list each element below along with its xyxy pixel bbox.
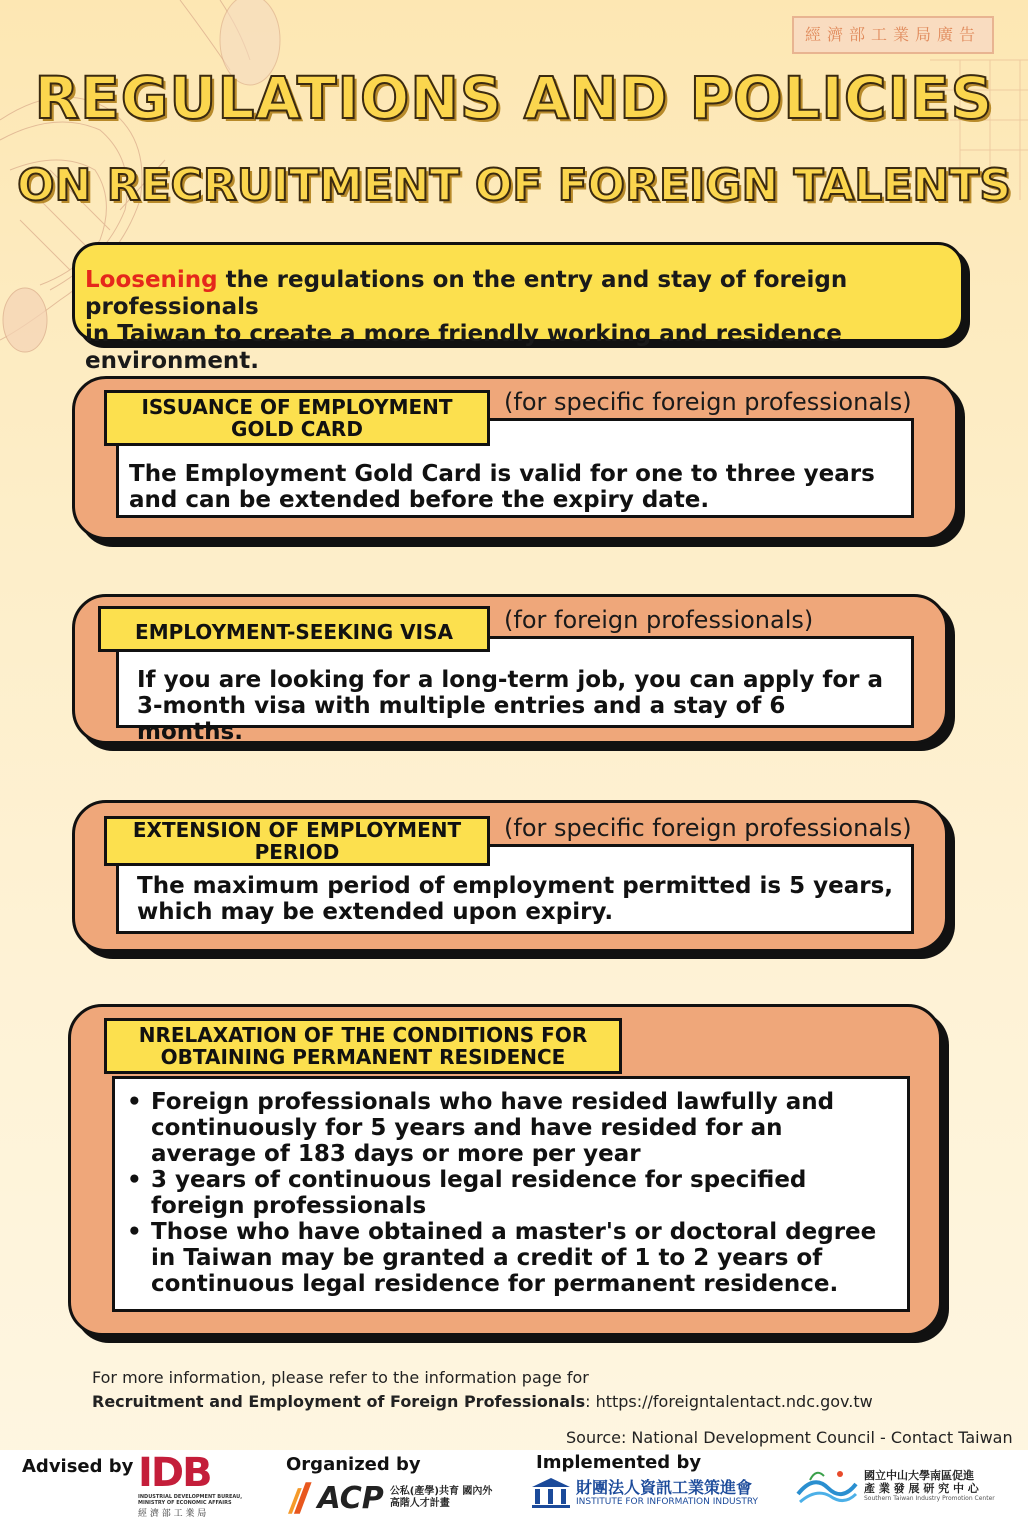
section-tag-permanent-residence: NRELAXATION OF THE CONDITIONS FOR OBTAINING PERMANENT RESIDENCE <box>104 1018 622 1074</box>
list-item: • Foreign professionals who have resided lawfully and continuously for 5 years and have resided for an average of 183 days or more per year <box>119 1089 895 1167</box>
iii-name-zh: 財團法人資訊工業策進會 <box>576 1478 753 1497</box>
acp-logo <box>288 1478 498 1518</box>
stipc-name-zh1: 國立中山大學南區促進 <box>864 1469 974 1482</box>
section-note-seeking-visa: (for foreign professionals) <box>504 606 814 634</box>
footer-source: Source: National Development Council - Contact Taiwan <box>566 1428 1013 1447</box>
stipc-wave-icon <box>796 1464 858 1508</box>
page-title-line1: REGULATIONS AND POLICIES <box>34 64 994 132</box>
intro-text-line1: the regulations on the entry and stay of foreign professionals <box>85 267 848 320</box>
advertisement-badge: 經濟部工業局廣告 <box>792 16 994 54</box>
iii-name-en: INSTITUTE FOR INFORMATION INDUSTRY <box>576 1497 758 1507</box>
section-tag-gold-card: ISSUANCE OF EMPLOYMENT GOLD CARD <box>104 390 490 446</box>
extension-text: The maximum period of employment permitted is 5 years, which may be extended upon expiry. <box>137 873 894 925</box>
stipc-logo <box>796 1462 996 1510</box>
seeking-visa-text: If you are looking for a long-term job, you can apply for a 3-month visa with multiple entries and a stay of 6 months. <box>137 667 884 745</box>
acp-logo-caption: 公私(產學)共育 國內外高階人才計畫 <box>389 1486 493 1509</box>
idb-logo-caption-en: INDUSTRIAL DEVELOPMENT BUREAU, MINISTRY OF ECONOMIC AFFAIRS <box>138 1494 243 1506</box>
section-note-gold-card: (for specific foreign professionals) <box>504 388 912 416</box>
idb-logo-caption-zh: 經 濟 部 工 業 局 <box>138 1509 207 1519</box>
footer-info-line1: For more information, please refer to the information page for <box>92 1368 589 1387</box>
list-item: • 3 years of continuous legal residence for specified foreign professionals <box>119 1167 895 1219</box>
idb-logo-mark: IDB <box>138 1450 211 1496</box>
intro-banner <box>72 242 964 374</box>
intro-highlight: Loosening <box>85 267 218 293</box>
acp-slash-icon <box>288 1482 318 1514</box>
section-tag-extension: EXTENSION OF EMPLOYMENT PERIOD <box>104 816 490 866</box>
acp-logo-mark: ACP <box>317 1480 384 1516</box>
advised-by-label: Advised by <box>22 1456 134 1477</box>
permanent-residence-list <box>119 1089 895 1297</box>
gold-card-text: The Employment Gold Card is valid for one to three years and can be extended before the expiry date. <box>129 461 875 513</box>
organized-by-label: Organized by <box>286 1454 421 1475</box>
section-body-permanent-residence <box>112 1076 910 1312</box>
decorative-finger-shape <box>3 288 47 352</box>
intro-text-line2: in Taiwan to create a more friendly working and residence environment. <box>85 321 842 374</box>
footer-url[interactable]: : https://foreigntalentact.ndc.gov.tw <box>585 1392 873 1411</box>
list-item: • Those who have obtained a master's or doctoral degree in Taiwan may be granted a credit of 1 to 2 years of continuous legal residence for permanent residence. <box>119 1219 895 1297</box>
idb-logo <box>138 1452 248 1528</box>
institute-building-icon <box>532 1478 570 1508</box>
page-title-line2: ON RECRUITMENT OF FOREIGN TALENTS <box>17 160 1011 211</box>
stipc-name-zh2: 產 業 發 展 研 究 中 心 <box>864 1482 979 1495</box>
section-note-extension: (for specific foreign professionals) <box>504 814 912 842</box>
footer-info-line2 <box>92 1392 873 1411</box>
implemented-by-label: Implemented by <box>536 1452 702 1473</box>
footer-info-bold: Recruitment and Employment of Foreign Professionals <box>92 1392 586 1411</box>
stipc-name-en: Southern Taiwan Industry Promotion Center <box>864 1495 995 1502</box>
section-tag-seeking-visa: EMPLOYMENT-SEEKING VISA <box>98 606 490 652</box>
iii-logo <box>532 1476 782 1510</box>
